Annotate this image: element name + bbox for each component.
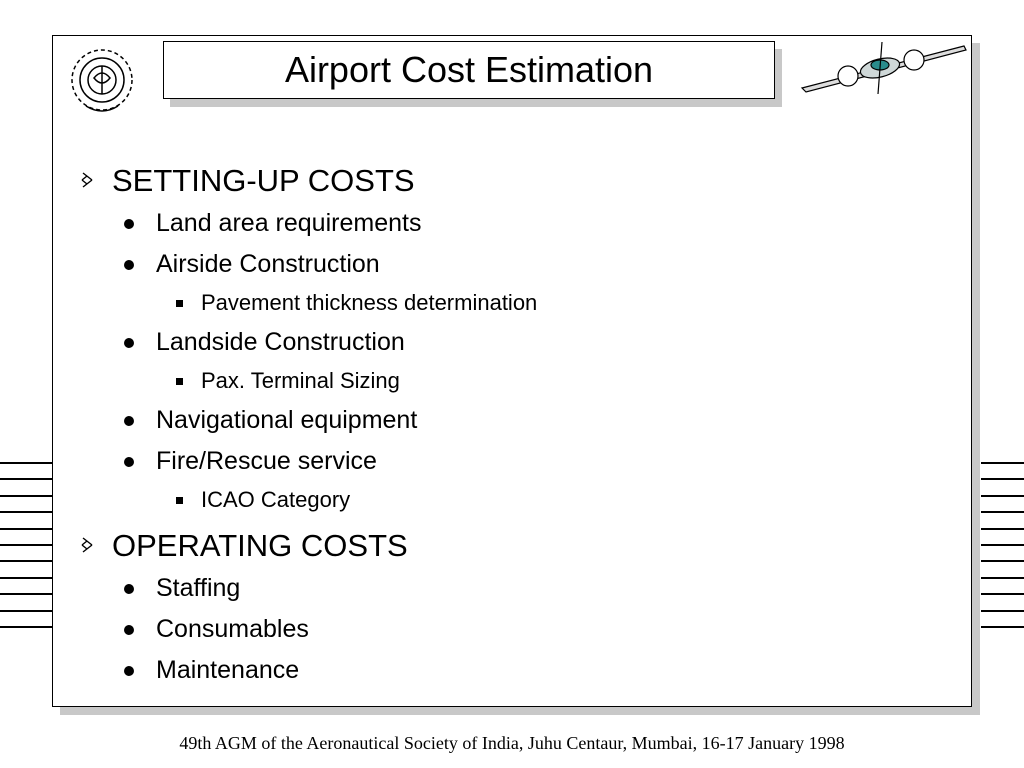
- sub-list-item: [176, 487, 350, 513]
- list-item: [124, 615, 309, 644]
- square-bullet-icon: [176, 300, 201, 307]
- list-item: [124, 656, 299, 685]
- list-item: [124, 574, 240, 603]
- list-item-label: Maintenance: [156, 656, 300, 684]
- square-bullet-icon: [176, 378, 201, 385]
- decorative-lines-right: [981, 462, 1024, 642]
- list-item-label: Landside Construction: [156, 328, 405, 356]
- square-bullet-icon: [176, 497, 201, 504]
- airplane-bullet-icon: [80, 168, 112, 194]
- sub-list-item-label: Pavement thickness determination: [201, 290, 538, 315]
- footer-text: 49th AGM of the Aeronautical Society of India, Juhu Centaur, Mumbai, 16-17 January 1998: [179, 733, 845, 753]
- dot-bullet-icon: [124, 260, 156, 270]
- section-heading: [80, 528, 408, 564]
- list-item-label: Staffing: [156, 574, 241, 602]
- dot-bullet-icon: [124, 666, 156, 676]
- slide-title: Airport Cost Estimation: [163, 41, 775, 99]
- list-item: [124, 209, 421, 238]
- dot-bullet-icon: [124, 416, 156, 426]
- dot-bullet-icon: [124, 338, 156, 348]
- sub-list-item: [176, 368, 400, 394]
- institute-emblem-icon: [64, 42, 140, 127]
- list-item: [124, 447, 377, 476]
- airplane-icon: [800, 38, 968, 103]
- list-item-label: Land area requirements: [156, 209, 422, 237]
- list-item-label: Navigational equipment: [156, 406, 418, 434]
- sub-list-item-label: Pax. Terminal Sizing: [201, 368, 400, 393]
- list-item: [124, 250, 380, 279]
- sub-list-item-label: ICAO Category: [201, 487, 351, 512]
- list-item-label: Airside Construction: [156, 250, 380, 278]
- section-heading-text: SETTING-UP COSTS: [112, 163, 415, 198]
- list-item-label: Fire/Rescue service: [156, 447, 377, 475]
- section-heading: [80, 163, 415, 199]
- sub-list-item: [176, 290, 537, 316]
- dot-bullet-icon: [124, 219, 156, 229]
- section-heading-text: OPERATING COSTS: [112, 528, 408, 563]
- dot-bullet-icon: [124, 457, 156, 467]
- decorative-lines-left: [0, 462, 52, 642]
- airplane-bullet-icon: [80, 533, 112, 559]
- dot-bullet-icon: [124, 584, 156, 594]
- list-item: [124, 406, 417, 435]
- dot-bullet-icon: [124, 625, 156, 635]
- list-item: [124, 328, 405, 357]
- list-item-label: Consumables: [156, 615, 309, 643]
